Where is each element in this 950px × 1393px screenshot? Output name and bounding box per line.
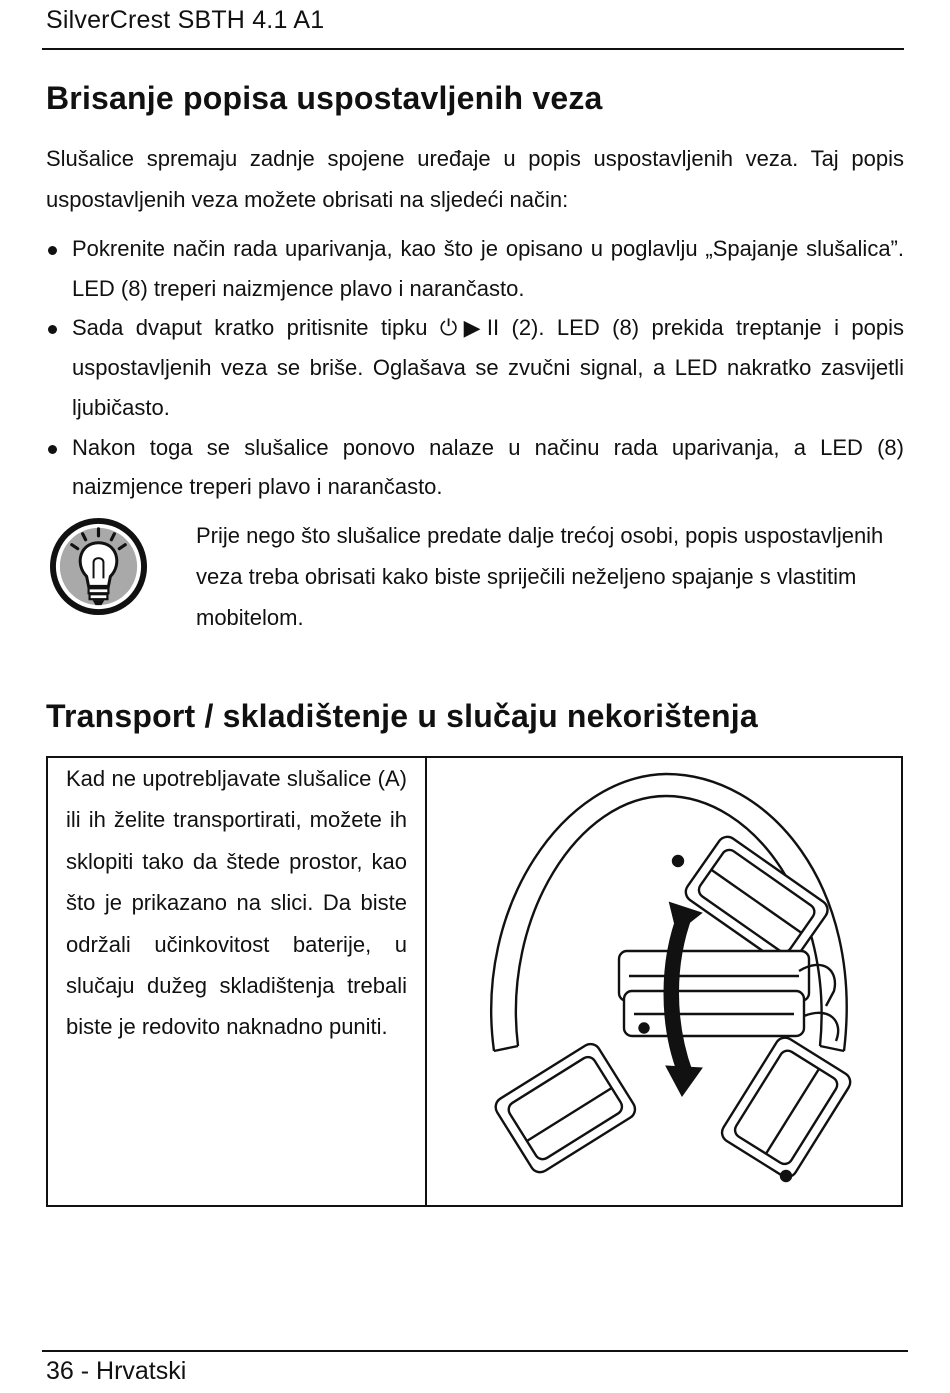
tip-text: Prije nego što slušalice predate dalje trećoj osobi, popis uspostavljenih veza treba obrisati kako biste spriječili neželjeno spajanje s vlastitim mobitelom.: [196, 523, 884, 630]
bullet-icon: [48, 445, 57, 454]
box-divider: [425, 758, 427, 1205]
section-title-transport-storage: Transport / skladištenje u slučaju nekorištenja: [46, 698, 758, 734]
header-divider: [42, 48, 904, 50]
play-pause-button-symbol: ⏻▶II: [439, 315, 500, 341]
list-item-text-end: (2). LED (8) prekida treptanje i popis uspostavljenih veza se briše. Oglašava se zvučni signal, a LED nakratko zasvijetli ljubičasto.: [72, 315, 904, 420]
bullet-icon: [48, 246, 57, 255]
lightbulb-icon: [47, 515, 150, 618]
list-item-text-start: Sada dvaput kratko pritisnite tipku: [72, 315, 440, 341]
transport-text: Kad ne upotrebljavate slušalice (A) ili ih želite transportirati, možete ih sklopiti tako da štede prostor, kao što je prikazano na slici. Da biste održali učinkovitost baterije, u slučaju dužeg skladištenja trebali biste je redovito naknadno puniti.: [66, 766, 407, 1040]
list-item: [46, 229, 904, 308]
document-header-title: SilverCrest SBTH 4.1 A1: [46, 6, 325, 34]
list-item-text: Pokrenite način rada uparivanja, kao što je opisano u poglavlju „Spajanje slušalica”. LED (8) treperi naizmjence plavo i narančasto.: [72, 236, 904, 301]
bullet-icon: [48, 325, 57, 334]
instruction-list: [46, 229, 904, 507]
footer-divider: [42, 1350, 908, 1352]
folding-headphones-illustration: [434, 766, 896, 1198]
section-intro-paragraph: Slušalice spremaju zadnje spojene uređaje u popis uspostavljenih veza. Taj popis uspostavljenih veza možete obrisati na sljedeći način:: [46, 146, 904, 212]
list-item: [46, 308, 904, 427]
list-item: [46, 428, 904, 507]
page-number: 36 - Hrvatski: [46, 1357, 187, 1385]
transport-info-box: [46, 756, 903, 1207]
list-item-text: Nakon toga se slušalice ponovo nalaze u načinu rada uparivanja, a LED (8) naizmjence treperi plavo i narančasto.: [72, 434, 904, 500]
section-title-clear-pairing-list: Brisanje popisa uspostavljenih veza: [46, 80, 603, 116]
